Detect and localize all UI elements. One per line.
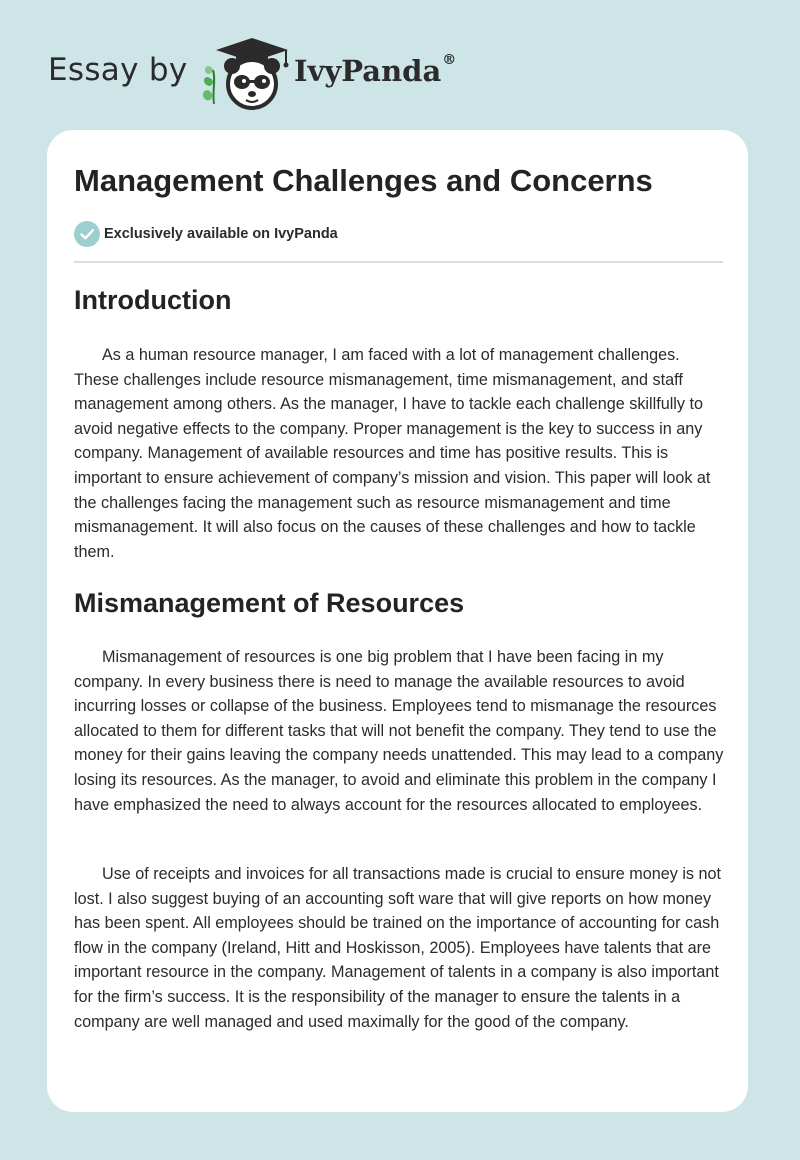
paragraph-mismanagement-2: Use of receipts and invoices for all transactions made is crucial to ensure money is not lost. I also suggest buying of an accounting soft ware that will give reports on how money has been spent. All employees should be trained on the importance of accounting for cash flow in the company (Ireland, Hitt and Hoskisson, 2005). Employees have talents that are important resource in the company. Management of talents in a company is also important for the firm’s success. It is the responsibility of the manager to ensure the talents in a company are well managed and used maximally for the good of the company. [74, 865, 722, 1031]
essay-by-label: Essay by [48, 52, 188, 88]
exclusive-badge [74, 221, 338, 247]
brand-logo [294, 54, 456, 88]
section-heading-introduction: Introduction [74, 285, 232, 315]
registered-mark: ® [442, 52, 457, 68]
paragraph-introduction-1: As a human resource manager, I am faced with a lot of management challenges. These challenges include resource mismanagement, time mismanagement, and staff management among others. As the manager, I have to tackle each challenge skillfully to avoid negative effects to the company. Proper management is the key to success in any company. Management of available resources and time has positive results. This is important to ensure achievement of company’s mission and vision. This paper will look at the challenges facing the management such as resource mismanagement and time mismanagement. It will also focus on the causes of these challenges and how to tackle them. [74, 346, 711, 561]
section-heading-mismanagement: Mismanagement of Resources [74, 588, 465, 618]
panda-mascot-icon [200, 34, 292, 110]
page-title: Management Challenges and Concerns [74, 163, 653, 198]
paragraph-mismanagement-1: Mismanagement of resources is one big problem that I have been facing in my company. In every business there is need to manage the available resources to avoid incurring losses or collapse of the business. Employees tend to mismanage the resources allocated to them for different tasks that will not benefit the company. They tend to use the money for their gains leaving the company needs unattended. This may lead to a company losing its resources. As the manager, to avoid and eliminate this problem in the company I have emphasized the need to always account for the resources allocated to employees. [74, 648, 724, 814]
check-circle-icon [74, 221, 100, 247]
exclusive-badge-text: Exclusively available on IvyPanda [104, 226, 338, 242]
brand-name: IvyPanda [294, 54, 442, 88]
site-header [48, 30, 508, 110]
essay-card [47, 130, 748, 1112]
divider [74, 261, 723, 263]
